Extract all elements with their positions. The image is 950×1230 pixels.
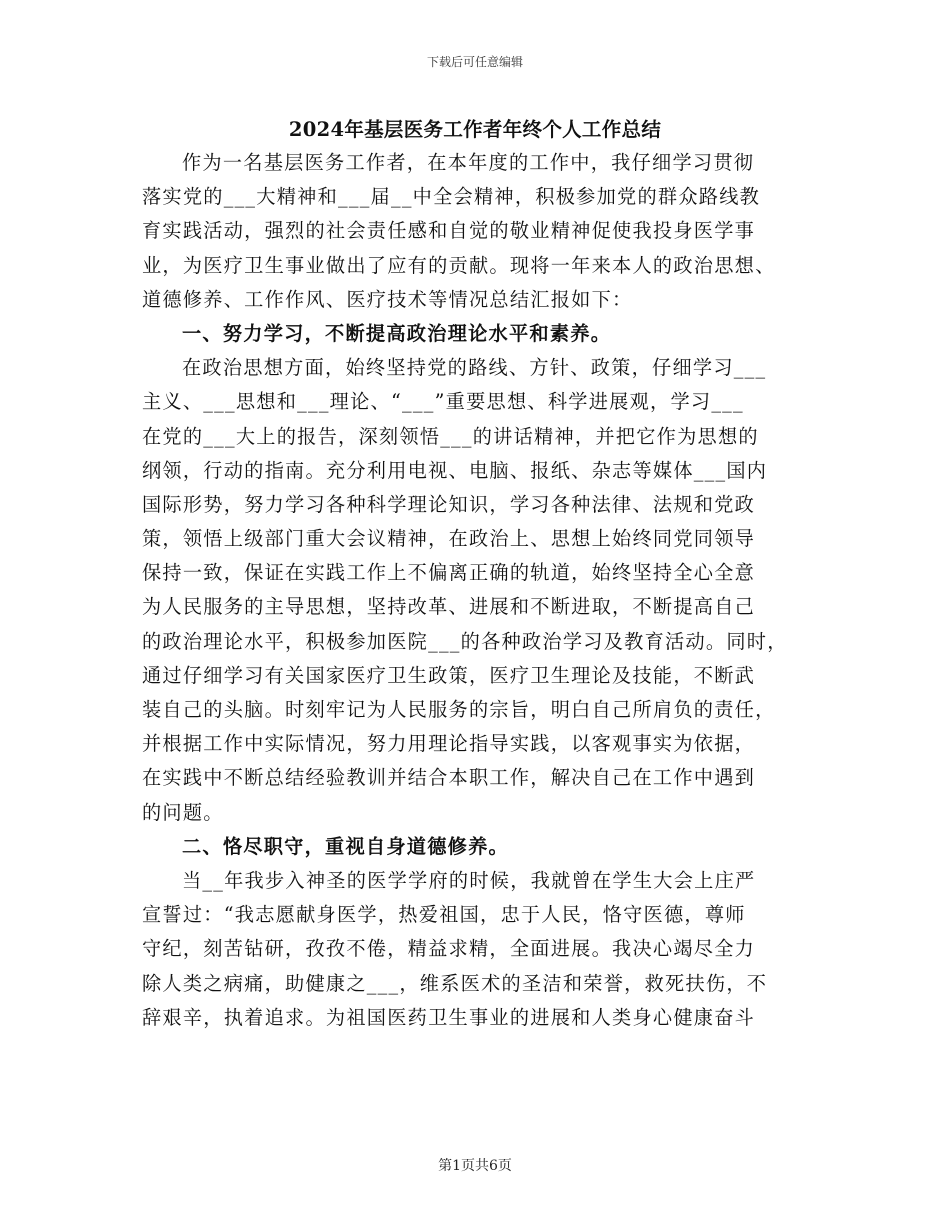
body-line: 守纪，刻苦钻研，孜孜不倦，精益求精，全面进展。我决心竭尽全力 — [142, 937, 756, 961]
body-line: 落实党的___大精神和___届__中全会精神，积极参加党的群众路线教 — [142, 185, 761, 209]
body-line: 装自己的头脑。时刻牢记为人民服务的宗旨，明白自己所肩负的责任， — [142, 698, 776, 721]
body-line: 的问题。 — [142, 800, 224, 824]
body-line: 在实践中不断总结经验教训并结合本职工作，解决自己在工作中遇到 — [142, 766, 756, 790]
body-line: 的政治理论水平，积极参加医院___的各种政治学习及教育活动。同时， — [142, 629, 788, 653]
body-line: 策，领悟上级部门重大会议精神，在政治上、思想上始终同党同领导 — [142, 527, 756, 551]
body-line: 通过仔细学习有关国家医疗卫生政策，医疗卫生理论及技能，不断武 — [142, 663, 756, 687]
body-line: 保持一致，保证在实践工作上不偏离正确的轨道，始终坚持全心全意 — [142, 561, 756, 585]
section-heading-2: 二、恪尽职守，重视自身道德修养。 — [182, 834, 509, 858]
body-line: 辞艰辛，执着追求。为祖国医药卫生事业的进展和人类身心健康奋斗 — [142, 1005, 756, 1029]
document-body — [142, 146, 814, 1035]
section-heading-1: 一、努力学习，不断提高政治理论水平和素养。 — [182, 321, 612, 345]
body-line: 在党的___大上的报告，深刻领悟___的讲话精神，并把它作为思想的 — [142, 424, 759, 448]
body-line: 并根据工作中实际情况，努力用理论指导实践，以客观事实为依据， — [142, 732, 756, 756]
body-line: 作为一名基层医务工作者，在本年度的工作中，我仔细学习贯彻 — [182, 151, 755, 174]
page-footer: 第1页共6页 — [438, 1158, 512, 1174]
body-line: 在政治思想方面，始终坚持党的路线、方针、政策，仔细学习___ — [182, 356, 767, 380]
body-line: 除人类之病痛，助健康之___，维系医术的圣洁和荣誉，救死扶伤，不 — [142, 971, 768, 995]
body-line: 纲领，行动的指南。充分利用电视、电脑、报纸、杂志等媒体___国内 — [142, 458, 768, 482]
body-line: 道德修养、工作作风、医疗技术等情况总结汇报如下： — [142, 287, 633, 311]
body-line: 主义、___思想和___理论、“___”重要思想、科学进展观，学习___ — [142, 390, 744, 414]
body-line: 业，为医疗卫生事业做出了应有的贡献。现将一年来本人的政治思想、 — [142, 253, 776, 277]
body-line: 育实践活动，强烈的社会责任感和自觉的敬业精神促使我投身医学事 — [142, 219, 756, 243]
body-line: 宣誓过：“我志愿献身医学，热爱祖国，忠于人民，恪守医德，尊师 — [142, 903, 746, 927]
header-note: 下载后可任意编辑 — [426, 55, 523, 69]
body-line: 国际形势，努力学习各种科学理论知识，学习各种法律、法规和党政 — [142, 492, 756, 516]
body-line: 当__年我步入神圣的医学学府的时候，我就曾在学生大会上庄严 — [182, 868, 756, 892]
document-title: 2024年基层医务工作者年终个人工作总结 — [288, 118, 662, 141]
body-line: 为人民服务的主导思想，坚持改革、进展和不断进取，不断提高自己 — [142, 595, 756, 619]
